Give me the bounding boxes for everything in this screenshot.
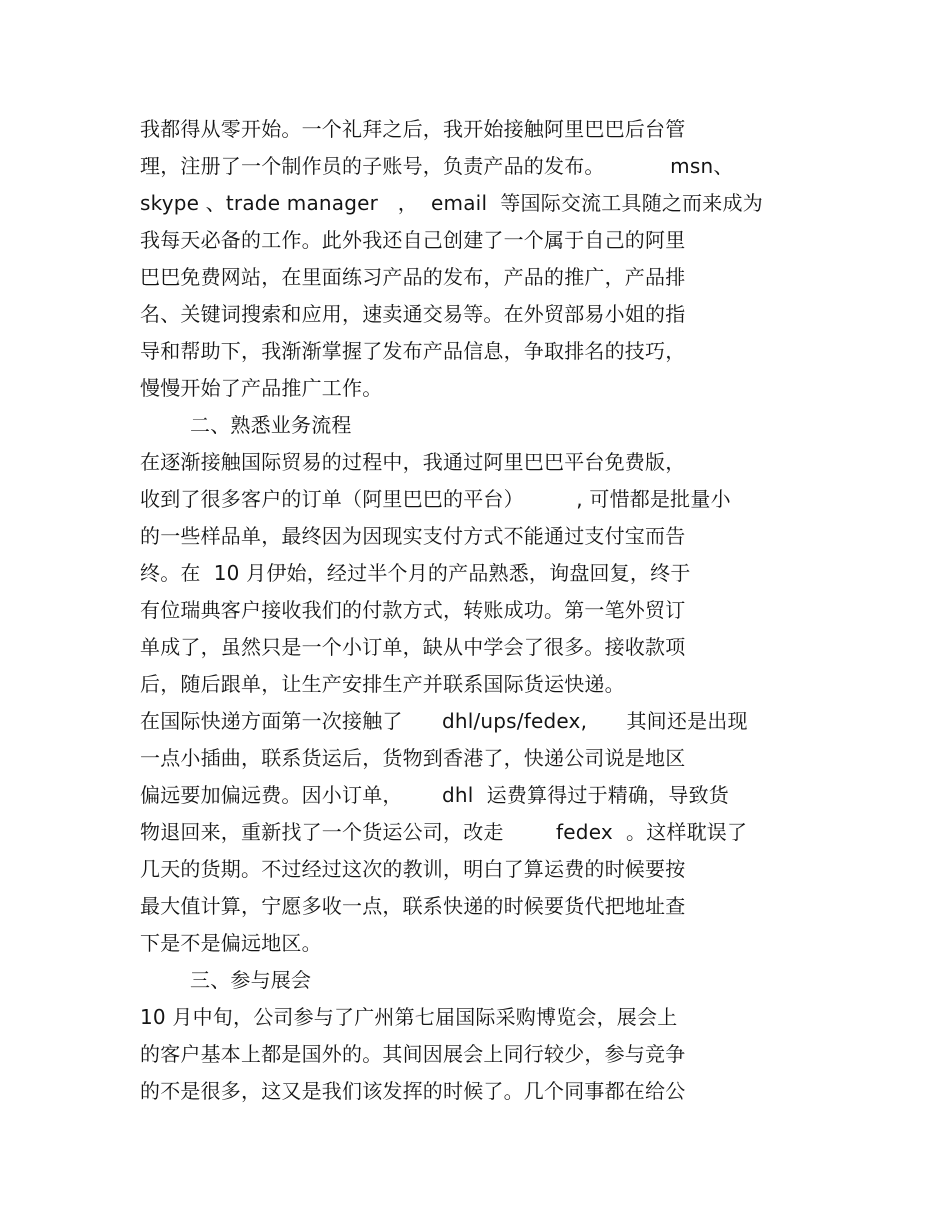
text-line: 的客户基本上都是国外的。其间因展会上同行较少，参与竞争	[140, 1042, 686, 1066]
text-line: 理，注册了一个制作员的子账号，负责产品的发布。 msn、	[140, 154, 734, 178]
text-line: 下是不是偏远地区。	[140, 931, 322, 955]
section-heading: 二、熟悉业务流程	[190, 413, 352, 437]
text-line: 后，随后跟单，让生产安排生产并联系国际货运快递。	[140, 672, 625, 696]
text-line: 名、关键词搜索和应用，速卖通交易等。在外贸部易小姐的指	[140, 302, 686, 326]
text-line: 最大值计算，宁愿多收一点，联系快递的时候要货代把地址查	[140, 894, 686, 918]
text-line: 在国际快递方面第一次接触了 dhl/ups/fedex, 其间还是出现	[140, 709, 748, 733]
text-line: skype 、trade manager ， email 等国际交流工具随之而来成为	[140, 191, 763, 215]
text-line: 10 月中旬，公司参与了广州第七届国际采购博览会，展会上	[140, 1005, 678, 1029]
text-line: 几天的货期。不过经过这次的教训，明白了算运费的时候要按	[140, 857, 686, 881]
text-line: 的不是很多，这又是我们该发挥的时候了。几个同事都在给公	[140, 1079, 686, 1103]
text-line: 导和帮助下，我渐渐掌握了发布产品信息，争取排名的技巧，	[140, 339, 686, 363]
text-line: 我每天必备的工作。此外我还自己创建了一个属于自己的阿里	[140, 228, 686, 252]
text-line: 慢慢开始了产品推广工作。	[140, 376, 383, 400]
text-line: 我都得从零开始。一个礼拜之后，我开始接触阿里巴巴后台管	[140, 117, 686, 141]
section-heading: 三、参与展会	[190, 968, 312, 992]
text-line: 一点小插曲，联系货运后，货物到香港了，快递公司说是地区	[140, 746, 686, 770]
text-line: 巴巴免费网站，在里面练习产品的发布，产品的推广，产品排	[140, 265, 686, 289]
text-line: 在逐渐接触国际贸易的过程中，我通过阿里巴巴平台免费版，	[140, 450, 686, 474]
text-line: 终。在 10 月伊始，经过半个月的产品熟悉，询盘回复，终于	[140, 561, 691, 585]
text-line: 有位瑞典客户接收我们的付款方式，转账成功。第一笔外贸订	[140, 598, 686, 622]
text-line: 的一些样品单，最终因为因现实支付方式不能通过支付宝而告	[140, 524, 686, 548]
text-line: 收到了很多客户的订单（阿里巴巴的平台） , 可惜都是批量小	[140, 487, 731, 511]
text-line: 单成了，虽然只是一个小订单，缺从中学会了很多。接收款项	[140, 635, 686, 659]
text-line: 物退回来，重新找了一个货运公司，改走 fedex 。这样耽误了	[140, 820, 748, 844]
text-line: 偏远要加偏远费。因小订单， dhl 运费算得过于精确，导致货	[140, 783, 729, 807]
